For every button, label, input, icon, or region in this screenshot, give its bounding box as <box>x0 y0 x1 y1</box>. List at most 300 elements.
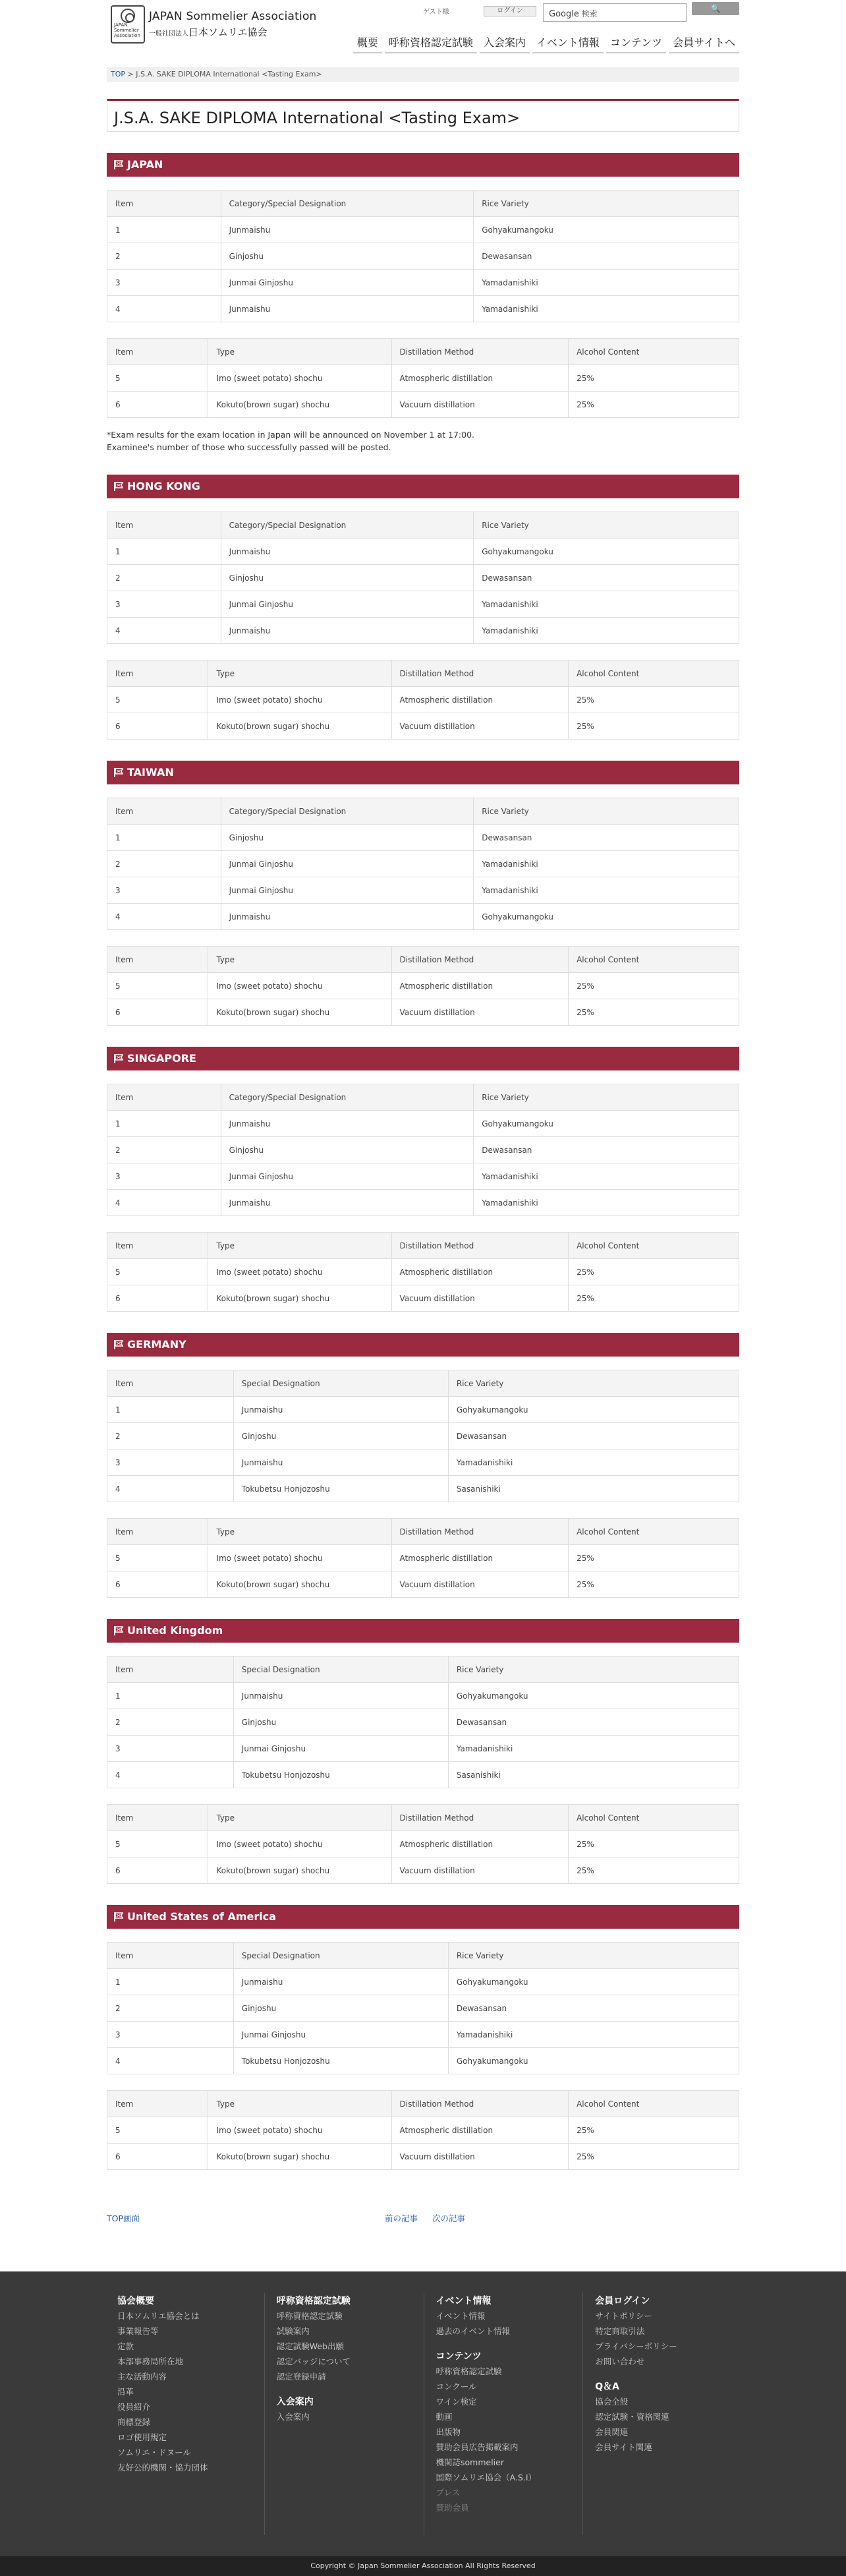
footer-link[interactable]: 認定試験・資格関連 <box>595 2412 669 2422</box>
table-cell: 3 <box>107 270 221 296</box>
footer-link[interactable]: 入会案内 <box>276 2412 310 2422</box>
footer-heading[interactable]: イベント情報 <box>436 2296 492 2306</box>
section-heading: United Kingdom <box>107 1619 739 1643</box>
column-header: Alcohol Content <box>569 1233 739 1259</box>
table-cell: 1 <box>107 1397 234 1423</box>
section-heading: GERMANY <box>107 1333 739 1357</box>
column-header: Type <box>208 1805 391 1831</box>
column-header: Item <box>107 339 208 365</box>
table-row <box>107 1163 739 1190</box>
table-row <box>107 713 739 740</box>
nav-about[interactable]: 概要 <box>353 34 382 53</box>
table-cell: Yamadanishiki <box>474 1163 739 1190</box>
table-row <box>107 999 739 1026</box>
flag-icon <box>113 1053 127 1064</box>
footer-heading[interactable]: Q＆A <box>595 2382 619 2392</box>
table-cell: Vacuum distillation <box>391 1858 569 1884</box>
copyright: Copyright © Japan Sommelier Association All Rights Reserved <box>0 2556 846 2576</box>
column-header: Item <box>107 190 221 217</box>
table-header-row <box>107 798 739 825</box>
footer-link[interactable]: 呼称資格認定試験 <box>276 2311 343 2321</box>
table-cell: Kokuto(brown sugar) shochu <box>208 1285 391 1312</box>
table-cell: Dewasansan <box>474 1137 739 1163</box>
table-cell: 3 <box>107 1449 234 1476</box>
footer-link[interactable]: 友好公的機関・協力団体 <box>117 2463 208 2473</box>
column-header: Category/Special Designation <box>221 1084 474 1111</box>
table-cell: 1 <box>107 1969 234 1995</box>
table-cell: 6 <box>107 2144 208 2170</box>
table-cell: 2 <box>107 851 221 877</box>
footer-link[interactable]: 事業報告等 <box>117 2326 159 2336</box>
footer-link[interactable]: 認定試験Web出願 <box>276 2341 345 2351</box>
table-cell: Yamadanishiki <box>448 1736 739 1762</box>
column-header: Special Designation <box>233 1370 448 1397</box>
column-header: Alcohol Content <box>569 660 739 687</box>
table-cell: Gohyakumangoku <box>448 1683 739 1709</box>
table-row <box>107 365 739 392</box>
table-cell: Junmaishu <box>221 296 474 322</box>
table-cell: Kokuto(brown sugar) shochu <box>208 713 391 740</box>
footer-col-events <box>424 2293 584 2535</box>
footer-heading[interactable]: 入会案内 <box>276 2397 314 2407</box>
column-header: Category/Special Designation <box>221 798 474 825</box>
footer-link[interactable]: イベント情報 <box>436 2311 486 2321</box>
table-cell: Vacuum distillation <box>391 999 569 1026</box>
table-cell: Yamadanishiki <box>474 877 739 904</box>
column-header: Type <box>208 1233 391 1259</box>
table-cell: 5 <box>107 687 208 713</box>
site-header <box>107 0 739 59</box>
flag-icon <box>113 767 127 778</box>
column-header: Special Designation <box>233 1656 448 1683</box>
table-row <box>107 1995 739 2022</box>
nav-member-site[interactable]: 会員サイトへ <box>669 34 739 53</box>
footer-link[interactable]: 会員サイト関連 <box>595 2442 652 2452</box>
column-header: Item <box>107 512 221 539</box>
table-cell: Gohyakumangoku <box>448 2048 739 2074</box>
table-cell: Gohyakumangoku <box>448 1969 739 1995</box>
table-cell: 1 <box>107 217 221 243</box>
site-logo[interactable] <box>111 5 317 44</box>
column-header: Rice Variety <box>448 1370 739 1397</box>
footer-link[interactable]: 役員紹介 <box>117 2402 151 2412</box>
table-cell: 5 <box>107 1259 208 1285</box>
results-table <box>107 798 739 930</box>
table-cell: 5 <box>107 2117 208 2144</box>
table-cell: Junmaishu <box>221 217 474 243</box>
column-header: Category/Special Designation <box>221 190 474 217</box>
table-cell: 6 <box>107 392 208 418</box>
table-cell: Yamadanishiki <box>448 2022 739 2048</box>
table-cell: 6 <box>107 713 208 740</box>
table-cell: Atmospheric distillation <box>391 973 569 999</box>
table-cell: Dewasansan <box>448 1423 739 1449</box>
column-header: Distillation Method <box>391 947 569 973</box>
table-cell: Yamadanishiki <box>474 591 739 618</box>
table-row <box>107 2117 739 2144</box>
footer-link[interactable]: 本部事務局所在地 <box>117 2356 184 2366</box>
table-row <box>107 296 739 322</box>
table-cell: 5 <box>107 1831 208 1858</box>
column-header: Distillation Method <box>391 2091 569 2117</box>
table-row <box>107 243 739 270</box>
results-table <box>107 1518 739 1598</box>
table-cell: 25% <box>569 1285 739 1312</box>
next-article-link[interactable]: 次の記事 <box>432 2213 466 2223</box>
table-row <box>107 1709 739 1736</box>
table-header-row <box>107 660 739 687</box>
nav-certification[interactable]: 呼称資格認定試験 <box>385 34 477 53</box>
footer-heading[interactable]: 協会概要 <box>117 2296 154 2306</box>
table-cell: Ginjoshu <box>233 1709 448 1736</box>
results-table <box>107 1084 739 1216</box>
table-row <box>107 1285 739 1312</box>
table-cell: Junmaishu <box>233 1397 448 1423</box>
column-header: Alcohol Content <box>569 2091 739 2117</box>
search-input[interactable]: Google 検索 <box>543 3 687 22</box>
column-header: Distillation Method <box>391 1805 569 1831</box>
column-header: Distillation Method <box>391 339 569 365</box>
column-header: Special Designation <box>233 1943 448 1969</box>
table-cell: 25% <box>569 1831 739 1858</box>
table-row <box>107 618 739 644</box>
table-cell: Yamadanishiki <box>448 1449 739 1476</box>
table-cell: Kokuto(brown sugar) shochu <box>208 1571 391 1598</box>
table-cell: Tokubetsu Honjozoshu <box>233 1762 448 1788</box>
table-cell: Yamadanishiki <box>474 1190 739 1216</box>
footer-link[interactable]: ロゴ使用規定 <box>117 2432 167 2442</box>
table-cell: 2 <box>107 1137 221 1163</box>
footer-link[interactable]: 商標登録 <box>117 2417 151 2427</box>
nav-membership[interactable]: 入会案内 <box>480 34 530 53</box>
table-header-row <box>107 339 739 365</box>
results-table <box>107 946 739 1026</box>
table-row <box>107 973 739 999</box>
footer-link[interactable]: 特定商取引法 <box>595 2326 645 2336</box>
footer-link[interactable]: プライバシーポリシー <box>595 2341 677 2351</box>
table-cell: Vacuum distillation <box>391 392 569 418</box>
table-cell: 4 <box>107 2048 234 2074</box>
table-cell: Kokuto(brown sugar) shochu <box>208 999 391 1026</box>
footer-link[interactable]: 過去のイベント情報 <box>436 2326 511 2336</box>
table-cell: 1 <box>107 1111 221 1137</box>
login-button[interactable]: ログイン <box>484 6 536 16</box>
table-header-row <box>107 947 739 973</box>
table-cell: 25% <box>569 2144 739 2170</box>
table-header-row <box>107 1233 739 1259</box>
table-row <box>107 565 739 591</box>
column-header: Rice Variety <box>474 512 739 539</box>
table-cell: Junmai Ginjoshu <box>221 270 474 296</box>
nav-contents[interactable]: コンテンツ <box>606 34 666 53</box>
logo-title-en: JAPAN Sommelier Association <box>149 10 317 23</box>
table-cell: 25% <box>569 365 739 392</box>
table-cell: Vacuum distillation <box>391 1285 569 1312</box>
table-header-row <box>107 1656 739 1683</box>
table-cell: Atmospheric distillation <box>391 1831 569 1858</box>
results-table <box>107 338 739 418</box>
table-row <box>107 877 739 904</box>
flag-icon <box>113 1912 127 1922</box>
table-cell: Vacuum distillation <box>391 1571 569 1598</box>
table-cell: Junmaishu <box>221 539 474 565</box>
footer-link[interactable]: 定款 <box>117 2341 134 2351</box>
footer-heading[interactable]: コンテンツ <box>436 2351 482 2362</box>
table-cell: Junmai Ginjoshu <box>233 2022 448 2048</box>
table-cell: 1 <box>107 825 221 851</box>
footer-link[interactable]: お問い合わせ <box>595 2356 645 2366</box>
footer-heading[interactable]: 呼称資格認定試験 <box>276 2296 351 2306</box>
table-cell: Dewasansan <box>474 243 739 270</box>
table-cell: Yamadanishiki <box>474 296 739 322</box>
table-cell: Imo (sweet potato) shochu <box>208 2117 391 2144</box>
table-cell: 2 <box>107 565 221 591</box>
results-table <box>107 1656 739 1788</box>
table-row <box>107 1190 739 1216</box>
table-cell: 25% <box>569 973 739 999</box>
table-cell: Kokuto(brown sugar) shochu <box>208 392 391 418</box>
footer-link[interactable]: プレス <box>436 2488 461 2498</box>
table-cell: Sasanishiki <box>448 1762 739 1788</box>
table-row <box>107 217 739 243</box>
table-row <box>107 1397 739 1423</box>
table-header-row <box>107 1519 739 1545</box>
table-cell: Gohyakumangoku <box>448 1397 739 1423</box>
column-header: Rice Variety <box>448 1656 739 1683</box>
table-header-row <box>107 190 739 217</box>
footer-link[interactable]: 協会全般 <box>595 2397 629 2407</box>
table-cell: Vacuum distillation <box>391 2144 569 2170</box>
footer-link[interactable]: コンクール <box>436 2382 477 2391</box>
breadcrumb: TOP > J.S.A. SAKE DIPLOMA International <Tasting Exam> <box>107 67 739 82</box>
column-header: Item <box>107 798 221 825</box>
footer-col-certification <box>265 2293 424 2535</box>
table-cell: Gohyakumangoku <box>474 539 739 565</box>
table-cell: 4 <box>107 1190 221 1216</box>
table-cell: 25% <box>569 1571 739 1598</box>
table-cell: Junmai Ginjoshu <box>233 1736 448 1762</box>
table-cell: Dewasansan <box>448 1709 739 1736</box>
table-row <box>107 1736 739 1762</box>
table-row <box>107 1762 739 1788</box>
column-header: Item <box>107 947 208 973</box>
footer-link[interactable]: サイトポリシー <box>595 2311 652 2321</box>
table-row <box>107 1831 739 1858</box>
footer-link[interactable]: 試験案内 <box>276 2326 310 2336</box>
footer-link[interactable]: 国際ソムリエ協会（A.S.I） <box>436 2473 537 2482</box>
table-cell: 25% <box>569 1259 739 1285</box>
results-table <box>107 1370 739 1502</box>
table-row <box>107 392 739 418</box>
table-cell: 6 <box>107 1285 208 1312</box>
table-row <box>107 1476 739 1502</box>
results-table <box>107 1232 739 1312</box>
table-cell: Imo (sweet potato) shochu <box>208 973 391 999</box>
results-table <box>107 512 739 644</box>
table-cell: Kokuto(brown sugar) shochu <box>208 2144 391 2170</box>
table-cell: Tokubetsu Honjozoshu <box>233 2048 448 2074</box>
table-cell: Junmaishu <box>221 618 474 644</box>
table-cell: 6 <box>107 1858 208 1884</box>
results-table <box>107 1942 739 2074</box>
table-cell: Junmai Ginjoshu <box>221 877 474 904</box>
table-cell: Dewasansan <box>474 565 739 591</box>
table-row <box>107 1259 739 1285</box>
footer-link[interactable]: 認定登録申請 <box>276 2372 326 2382</box>
table-cell: 25% <box>569 999 739 1026</box>
search-button[interactable] <box>692 2 739 15</box>
table-cell: 25% <box>569 2117 739 2144</box>
section-heading: JAPAN <box>107 153 739 177</box>
column-header: Item <box>107 1519 208 1545</box>
table-cell: Ginjoshu <box>221 565 474 591</box>
flag-icon <box>113 481 127 492</box>
table-cell: Junmai Ginjoshu <box>221 591 474 618</box>
column-header: Type <box>208 339 391 365</box>
table-row <box>107 1137 739 1163</box>
table-row <box>107 1858 739 1884</box>
table-row <box>107 1545 739 1571</box>
table-cell: Imo (sweet potato) shochu <box>208 365 391 392</box>
table-cell: 5 <box>107 1545 208 1571</box>
table-header-row <box>107 2091 739 2117</box>
footer-col-about <box>105 2293 265 2535</box>
table-cell: 25% <box>569 392 739 418</box>
footer-link[interactable]: 賛助会員広告掲載案内 <box>436 2442 519 2452</box>
table-cell: 1 <box>107 539 221 565</box>
table-row <box>107 1111 739 1137</box>
table-cell: 3 <box>107 1163 221 1190</box>
column-header: Item <box>107 660 208 687</box>
section-heading: United States of America <box>107 1905 739 1929</box>
guest-label: ゲスト様 <box>423 9 449 16</box>
section-heading: TAIWAN <box>107 761 739 784</box>
footer-link[interactable]: 機関誌sommelier <box>436 2457 504 2467</box>
footer-link[interactable]: ワイン検定 <box>436 2397 477 2407</box>
results-table <box>107 2090 739 2170</box>
table-cell: 3 <box>107 877 221 904</box>
table-cell: Vacuum distillation <box>391 713 569 740</box>
table-row <box>107 825 739 851</box>
table-cell: 25% <box>569 713 739 740</box>
exam-sections <box>107 153 739 2170</box>
footer-col-login <box>583 2293 742 2535</box>
column-header: Category/Special Designation <box>221 512 474 539</box>
footer-link[interactable]: 主な活動内容 <box>117 2372 167 2382</box>
table-header-row <box>107 512 739 539</box>
table-row <box>107 2144 739 2170</box>
flag-icon <box>113 1339 127 1350</box>
footer-link[interactable]: 沿革 <box>117 2387 134 2397</box>
global-nav <box>351 34 739 53</box>
table-cell: Junmaishu <box>233 1969 448 1995</box>
table-cell: Sasanishiki <box>448 1476 739 1502</box>
table-cell: Ginjoshu <box>221 1137 474 1163</box>
table-row <box>107 1969 739 1995</box>
flag-icon <box>113 1625 127 1636</box>
section-heading: HONG KONG <box>107 475 739 498</box>
table-cell: Gohyakumangoku <box>474 1111 739 1137</box>
breadcrumb-current: J.S.A. SAKE DIPLOMA International <Tasting Exam> <box>136 70 322 78</box>
table-row <box>107 591 739 618</box>
table-cell: 3 <box>107 2022 234 2048</box>
prev-article-link[interactable]: 前の記事 <box>385 2213 418 2223</box>
table-cell: 2 <box>107 1709 234 1736</box>
table-cell: Ginjoshu <box>221 825 474 851</box>
table-cell: Gohyakumangoku <box>474 217 739 243</box>
table-cell: Junmaishu <box>233 1449 448 1476</box>
table-cell: 2 <box>107 1995 234 2022</box>
footer-link[interactable]: 賛助会員 <box>436 2503 469 2513</box>
table-cell: Imo (sweet potato) shochu <box>208 1831 391 1858</box>
table-cell: Junmaishu <box>221 1111 474 1137</box>
flag-icon <box>113 160 127 170</box>
column-header: Alcohol Content <box>569 947 739 973</box>
table-cell: 2 <box>107 243 221 270</box>
table-cell: Atmospheric distillation <box>391 1545 569 1571</box>
breadcrumb-top[interactable]: TOP <box>111 70 126 78</box>
search-icon: 🔍 <box>710 4 721 13</box>
table-cell: 4 <box>107 904 221 930</box>
column-header: Rice Variety <box>474 798 739 825</box>
table-header-row <box>107 1943 739 1969</box>
table-cell: Atmospheric distillation <box>391 2117 569 2144</box>
column-header: Distillation Method <box>391 1233 569 1259</box>
table-cell: Gohyakumangoku <box>474 904 739 930</box>
footer-link[interactable]: 日本ソムリエ協会とは <box>117 2311 200 2321</box>
table-row <box>107 270 739 296</box>
column-header: Type <box>208 660 391 687</box>
table-cell: Junmai Ginjoshu <box>221 1163 474 1190</box>
footer-link[interactable]: 動画 <box>436 2412 453 2422</box>
table-cell: Ginjoshu <box>233 1423 448 1449</box>
table-cell: Atmospheric distillation <box>391 687 569 713</box>
table-cell: 4 <box>107 296 221 322</box>
footer-link[interactable]: 呼称資格認定試験 <box>436 2366 502 2376</box>
column-header: Distillation Method <box>391 1519 569 1545</box>
table-cell: Kokuto(brown sugar) shochu <box>208 1858 391 1884</box>
table-cell: 25% <box>569 687 739 713</box>
section-heading: SINGAPORE <box>107 1047 739 1070</box>
table-cell: Imo (sweet potato) shochu <box>208 1545 391 1571</box>
table-cell: Junmaishu <box>221 1190 474 1216</box>
column-header: Item <box>107 1656 234 1683</box>
table-cell: 4 <box>107 1762 234 1788</box>
footer-link[interactable]: 会員関連 <box>595 2427 629 2437</box>
table-cell: Atmospheric distillation <box>391 365 569 392</box>
page-title: J.S.A. SAKE DIPLOMA International <Tasting Exam> <box>107 99 739 132</box>
table-cell: 25% <box>569 1545 739 1571</box>
footer-link[interactable]: ソムリエ・ドヌール <box>117 2447 191 2457</box>
top-page-link[interactable]: TOP画面 <box>107 2213 140 2223</box>
table-cell: Imo (sweet potato) shochu <box>208 687 391 713</box>
table-cell: Atmospheric distillation <box>391 1259 569 1285</box>
table-cell: Yamadanishiki <box>474 270 739 296</box>
footer-link[interactable]: 認定バッジについて <box>276 2356 351 2366</box>
table-row <box>107 539 739 565</box>
footer-link[interactable]: 出版物 <box>436 2427 461 2437</box>
table-cell: Junmai Ginjoshu <box>221 851 474 877</box>
column-header: Item <box>107 1233 208 1259</box>
table-cell: 25% <box>569 1858 739 1884</box>
site-footer <box>0 2271 846 2556</box>
nav-events[interactable]: イベント情報 <box>532 34 604 53</box>
table-cell: 2 <box>107 1423 234 1449</box>
table-header-row <box>107 1805 739 1831</box>
column-header: Rice Variety <box>474 190 739 217</box>
footer-heading[interactable]: 会員ログイン <box>595 2296 650 2306</box>
column-header: Type <box>208 1519 391 1545</box>
